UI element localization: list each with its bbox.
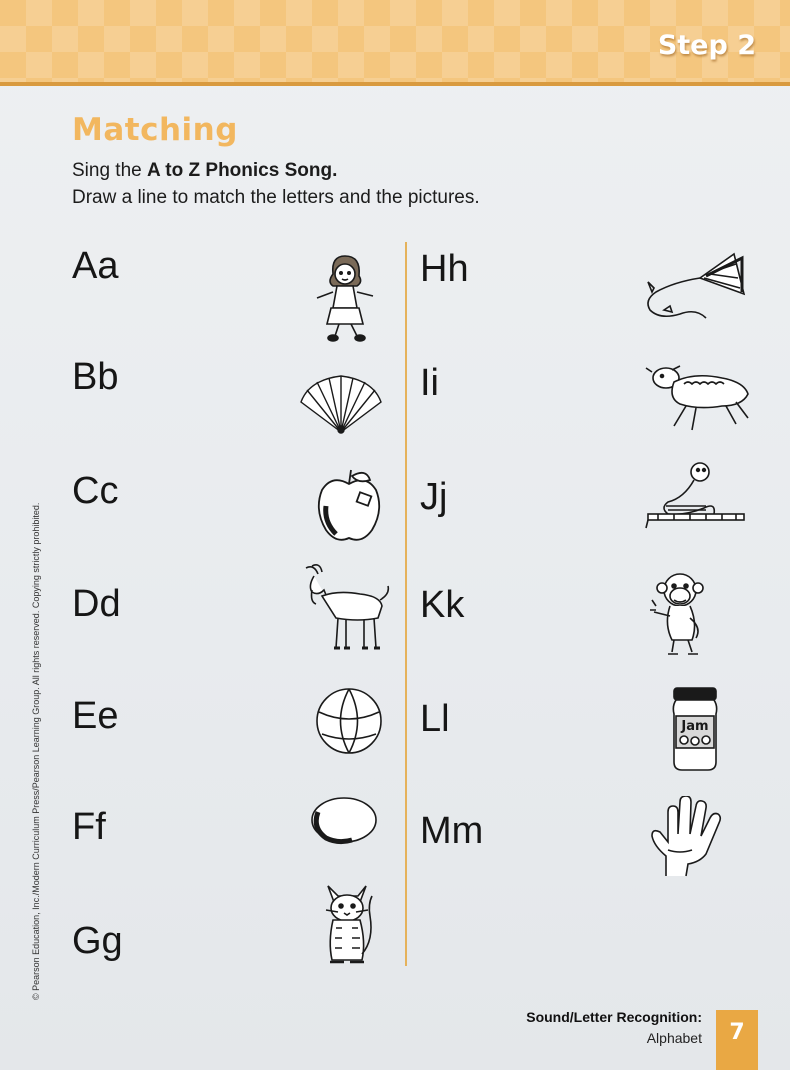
girl-icon[interactable] [305,252,385,344]
letter-ff: Ff [72,806,106,848]
letter-dd: Dd [72,583,121,625]
letter-ii: Ii [420,362,439,404]
ball-icon[interactable] [314,686,384,756]
letter-kk: Kk [420,584,465,626]
header-band [0,0,790,86]
jam-jar-icon[interactable] [670,686,720,772]
letter-hh: Hh [420,248,469,290]
column-divider [405,242,407,966]
step-label: Step 2 [657,30,756,61]
letter-mm: Mm [420,810,484,852]
copyright-notice: © Pearson Education, Inc./Modern Curriculum Press/Pearson Learning Group. All rights reserved. Copying strictly prohibited. [31,502,41,1000]
apple-icon[interactable] [312,466,386,546]
section-title: Sound/Letter Recognition: [526,1009,702,1025]
letter-aa: Aa [72,245,119,287]
hand-icon[interactable] [648,796,728,880]
letter-ll: Ll [420,698,450,740]
song-name: A to Z Phonics Song. [147,160,338,181]
inchworm-icon[interactable] [644,458,748,532]
letter-ee: Ee [72,695,119,737]
instruction-line-2: Draw a line to match the letters and the pictures. [72,187,480,208]
letter-bb: Bb [72,356,119,398]
instruction-line-1 [72,160,337,182]
instruction-prefix: Sing the [72,160,147,181]
kite-icon[interactable] [640,248,750,328]
letter-jj: Jj [420,476,448,518]
lamb-icon[interactable] [644,360,754,436]
fan-icon[interactable] [297,372,385,436]
cat-icon[interactable] [320,876,378,968]
page-number: 7 [716,1010,758,1070]
jam-label: Jam [681,719,709,734]
letter-cc: Cc [72,470,119,512]
egg-icon[interactable] [308,794,380,846]
letter-gg: Gg [72,920,123,962]
section-subtitle: Alphabet [646,1030,702,1046]
goat-icon[interactable] [298,560,394,656]
page-title: Matching [72,112,238,148]
monkey-icon[interactable] [648,568,712,658]
